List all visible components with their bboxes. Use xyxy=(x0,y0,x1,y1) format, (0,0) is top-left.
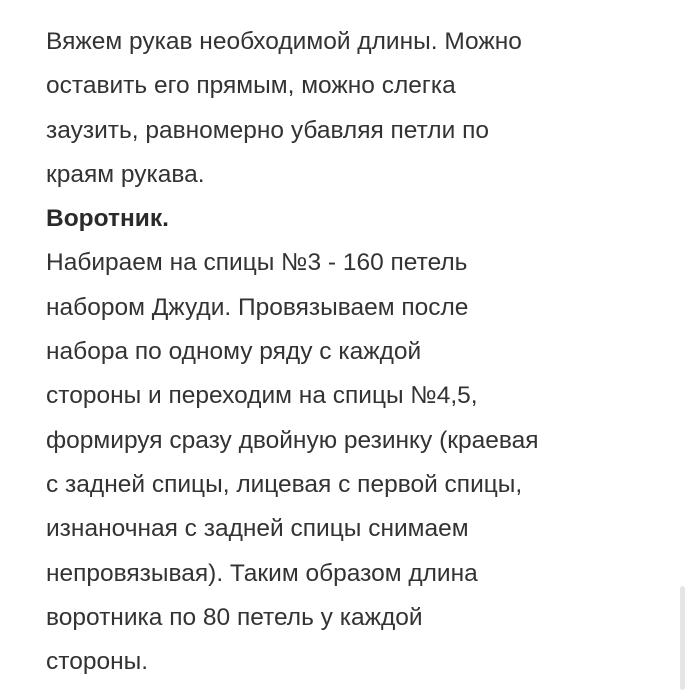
text-line: стороны. xyxy=(46,648,149,676)
scrollbar[interactable] xyxy=(680,586,685,690)
text-line: непровязывая). Таким образом длина xyxy=(46,559,478,587)
text-line: оставить его прямым, можно слегка xyxy=(46,72,456,100)
text-line: заузить, равномерно убавляя петли по xyxy=(46,116,489,144)
text-line: изнаночная с задней спицы снимаем xyxy=(46,515,469,543)
text-line: воротника по 80 петель у каждой xyxy=(46,603,423,631)
text-line: формируя сразу двойную резинку (краевая xyxy=(46,426,539,454)
document-text xyxy=(46,20,539,684)
text-line: с задней спицы, лицевая с первой спицы, xyxy=(46,470,523,498)
text-line: Вяжем рукав необходимой длины. Можно xyxy=(46,28,522,55)
text-line: набора по одному ряду с каждой xyxy=(46,338,422,366)
text-line: Набираем на спицы №3 - 160 петель xyxy=(46,249,468,277)
text-line: набором Джуди. Провязываем после xyxy=(46,293,469,321)
text-line: краям рукава. xyxy=(46,160,205,188)
text-line: стороны и переходим на спицы №4,5, xyxy=(46,382,478,410)
section-heading: Воротник. xyxy=(46,205,169,233)
